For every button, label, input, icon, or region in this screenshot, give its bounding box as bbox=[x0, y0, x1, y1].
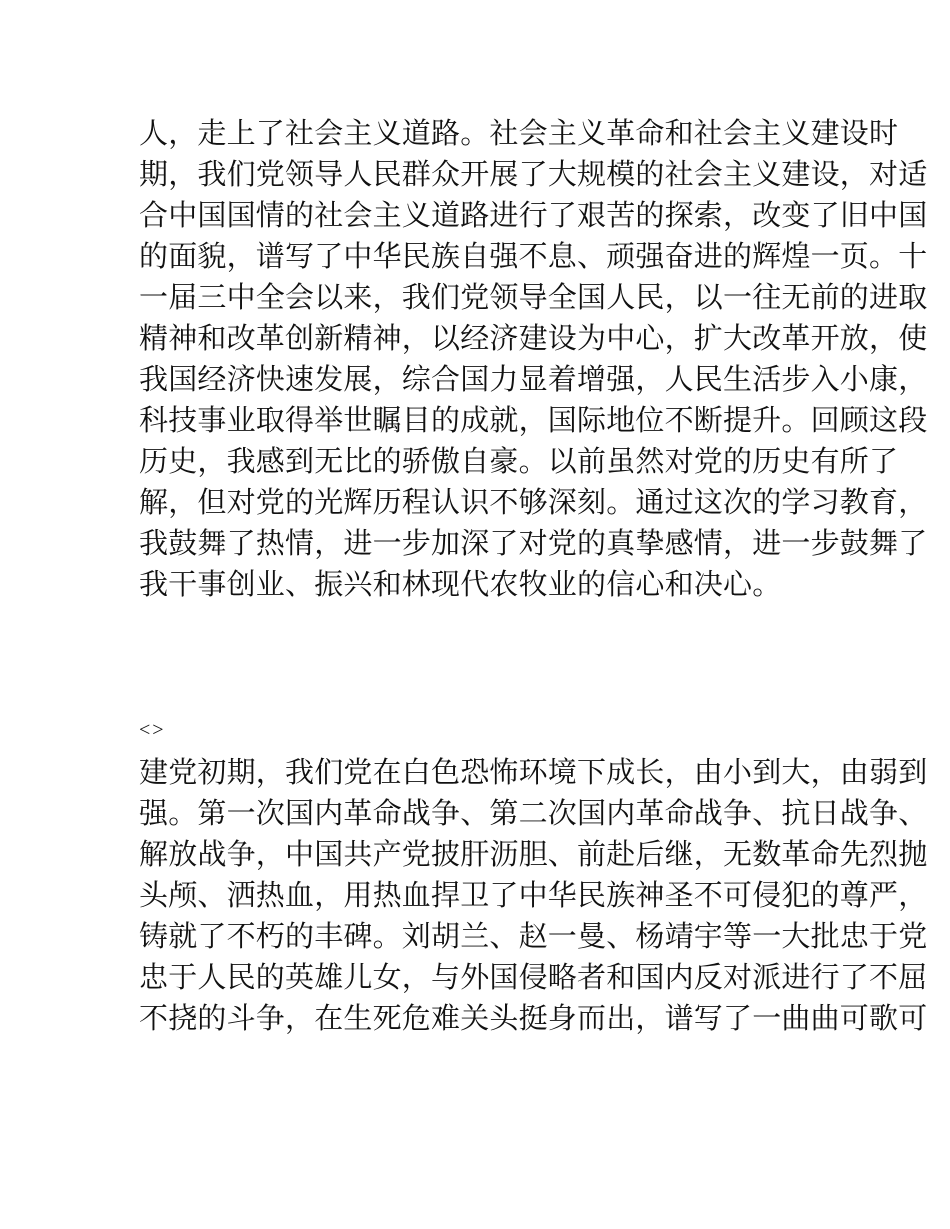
paragraph-line: 科技事业取得举世瞩目的成就，国际地位不断提升。回顾这段 bbox=[139, 403, 928, 437]
paragraph-line: 解放战争，中国共产党披肝沥胆、前赴后继，无数革命先烈抛 bbox=[139, 837, 928, 871]
paragraph-line: 的面貌，谱写了中华民族自强不息、顽强奋进的辉煌一页。十 bbox=[139, 239, 928, 273]
paragraph-line: 头颅、洒热血，用热血捍卫了中华民族神圣不可侵犯的尊严， bbox=[139, 878, 928, 912]
paragraph-line: 忠于人民的英雄儿女，与外国侵略者和国内反对派进行了不屈 bbox=[139, 960, 928, 994]
paragraph-line: 解，但对党的光辉历程认识不够深刻。通过这次的学习教育， bbox=[139, 485, 928, 519]
paragraph-line: 一届三中全会以来，我们党领导全国人民，以一往无前的进取 bbox=[139, 280, 928, 314]
paragraph-line: 期，我们党领导人民群众开展了大规模的社会主义建设，对适 bbox=[139, 157, 928, 191]
paragraph-line: 铸就了不朽的丰碑。刘胡兰、赵一曼、杨靖宇等一大批忠于党 bbox=[139, 919, 928, 953]
section-marker-block bbox=[139, 716, 819, 744]
paragraph-line: 精神和改革创新精神，以经济建设为中心，扩大改革开放，使 bbox=[139, 321, 928, 355]
paragraph-line: 历史，我感到无比的骄傲自豪。以前虽然对党的历史有所了 bbox=[139, 444, 899, 478]
paragraph-1 bbox=[139, 113, 928, 605]
paragraph-line: 我鼓舞了热情，进一步加深了对党的真挚感情，进一步鼓舞了 bbox=[139, 526, 928, 560]
paragraph-2 bbox=[139, 752, 928, 1039]
paragraph-line: 我国经济快速发展，综合国力显着增强，人民生活步入小康， bbox=[139, 362, 928, 396]
section-marker: <> bbox=[139, 719, 166, 741]
paragraph-line: 建党初期，我们党在白色恐怖环境下成长，由小到大，由弱到 bbox=[139, 755, 928, 789]
paragraph-line: 人，走上了社会主义道路。社会主义革命和社会主义建设时 bbox=[139, 116, 899, 150]
paragraph-line: 合中国国情的社会主义道路进行了艰苦的探索，改变了旧中国 bbox=[139, 198, 928, 232]
paragraph-line: 我干事创业、振兴和林现代农牧业的信心和决心。 bbox=[139, 567, 782, 601]
paragraph-line: 不挠的斗争，在生死危难关头挺身而出，谱写了一曲曲可歌可 bbox=[139, 1001, 928, 1035]
paragraph-line: 强。第一次国内革命战争、第二次国内革命战争、抗日战争、 bbox=[139, 796, 928, 830]
